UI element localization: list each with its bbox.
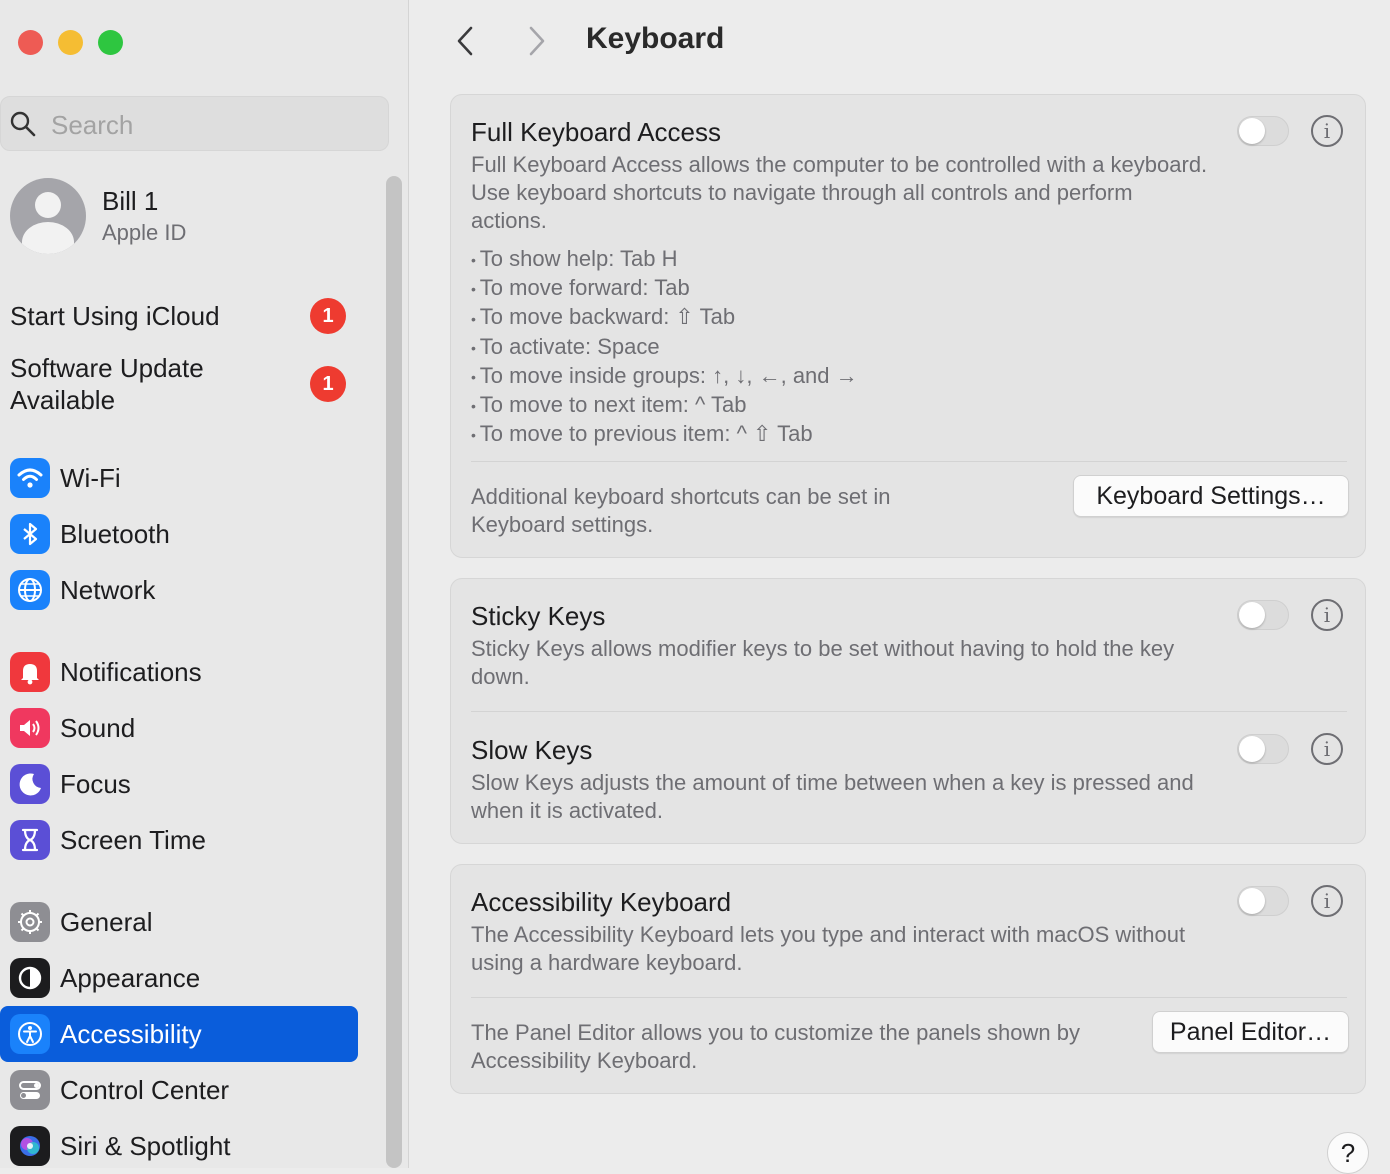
bluetooth-icon [10,514,50,554]
search-icon [9,110,37,138]
moon-icon [10,764,50,804]
info-icon[interactable]: i [1311,885,1343,917]
sidebar-item-control-center[interactable] [0,1062,358,1118]
control-center-icon [10,1070,50,1110]
divider [471,997,1347,998]
sidebar-item-notifications[interactable] [0,644,358,700]
shortcut-item: • To show help: Tab H [471,245,858,274]
full-keyboard-access-toggle[interactable] [1237,116,1289,146]
slow-keys-description: Slow Keys adjusts the amount of time between when a key is pressed and when it is activated. [471,770,1194,823]
accessibility-keyboard-toggle[interactable] [1237,886,1289,916]
apple-id-profile[interactable] [10,176,380,256]
slow-keys-toggle[interactable] [1237,734,1289,764]
sidebar-item-network[interactable] [0,562,358,618]
sidebar-item-label: Network [60,575,156,605]
accessibility-keyboard-description: The Accessibility Keyboard lets you type and interact with macOS without using a hardware keyboard. [471,922,1186,975]
siri-icon [10,1126,50,1166]
panel-editor-note: The Panel Editor allows you to customize the panels shown by Accessibility Keyboard. [471,1020,1080,1073]
sidebar-item-sound[interactable] [0,700,358,756]
sidebar-item-focus[interactable] [0,756,358,812]
accessibility-icon [10,1014,50,1054]
sidebar-item-screen-time[interactable] [0,812,358,868]
speaker-icon [10,708,50,748]
bell-icon [10,652,50,692]
shortcut-list [471,245,858,449]
info-icon[interactable]: i [1311,733,1343,765]
search-input[interactable] [49,107,373,143]
full-keyboard-access-card [450,94,1366,558]
sidebar-item-accessibility[interactable] [0,1006,358,1062]
notification-badge: 1 [310,366,346,402]
shortcut-item: • To move to next item: ^ Tab [471,391,858,420]
sticky-keys-toggle[interactable] [1237,600,1289,630]
sidebar-item-wifi[interactable] [0,450,358,506]
search-field[interactable] [0,96,389,151]
notice-label: Start Using iCloud [10,301,220,331]
page-title: Keyboard [586,22,725,55]
shortcut-item: • To move to previous item: ^ ⇧ Tab [471,420,858,449]
appearance-icon [10,958,50,998]
close-window-button[interactable] [18,30,43,55]
sidebar-item-general[interactable] [0,894,358,950]
sticky-keys-title: Sticky Keys [471,601,606,631]
keyboard-settings-note: Additional keyboard shortcuts can be set in Keyboard settings. [471,484,891,537]
sidebar-scrollbar[interactable] [386,176,402,1168]
sidebar-item-label: Control Center [60,1075,230,1105]
avatar [10,178,86,254]
full-keyboard-access-description: Full Keyboard Access allows the computer to be controlled with a keyboard. Use keyboard shortcuts to navigate through all controls and perform actions. [471,152,1208,233]
notice-start-icloud[interactable] [10,300,220,332]
slow-keys-title: Slow Keys [471,735,593,765]
divider [471,461,1347,462]
notice-label: Software Update Available [10,353,204,415]
panel-editor-button[interactable]: Panel Editor… [1152,1011,1349,1053]
sidebar [0,0,409,1168]
sidebar-item-label: Screen Time [60,825,206,855]
sidebar-item-label: Focus [60,769,131,799]
shortcut-item: • To move backward: ⇧ Tab [471,303,858,332]
accessibility-keyboard-card [450,864,1366,1094]
sidebar-item-bluetooth[interactable] [0,506,358,562]
sidebar-item-label: Accessibility [60,1019,202,1049]
info-icon[interactable]: i [1311,115,1343,147]
sidebar-item-label: Wi-Fi [60,463,121,493]
notice-software-update[interactable] [10,352,270,416]
profile-subtitle: Apple ID [102,220,187,245]
sidebar-item-label: General [60,907,153,937]
profile-name: Bill 1 [102,186,159,216]
sticky-slow-keys-card [450,578,1366,844]
sidebar-item-label: Notifications [60,657,202,687]
shortcut-item: • To activate: Space [471,333,858,362]
sidebar-item-label: Bluetooth [60,519,170,549]
shortcut-item: • To move inside groups: ↑, ↓, ←, and → [471,362,858,391]
keyboard-settings-button[interactable]: Keyboard Settings… [1073,475,1349,517]
forward-button[interactable] [519,24,553,58]
shortcut-item: • To move forward: Tab [471,274,858,303]
main-content [409,0,1390,1168]
sticky-keys-description: Sticky Keys allows modifier keys to be set without having to hold the key down. [471,636,1175,689]
sidebar-item-siri-spotlight[interactable] [0,1118,358,1174]
zoom-window-button[interactable] [98,30,123,55]
sidebar-item-label: Appearance [60,963,201,993]
gear-icon [10,902,50,942]
help-button[interactable]: ? [1327,1132,1369,1174]
info-icon[interactable]: i [1311,599,1343,631]
globe-icon [10,570,50,610]
sidebar-item-appearance[interactable] [0,950,358,1006]
divider [471,711,1347,712]
hourglass-icon [10,820,50,860]
sidebar-item-label: Sound [60,713,136,743]
minimize-window-button[interactable] [58,30,83,55]
wifi-icon [10,458,50,498]
sidebar-item-label: Siri & Spotlight [60,1131,231,1161]
accessibility-keyboard-title: Accessibility Keyboard [471,887,732,917]
full-keyboard-access-title: Full Keyboard Access [471,117,722,147]
notification-badge: 1 [310,298,346,334]
back-button[interactable] [449,24,483,58]
